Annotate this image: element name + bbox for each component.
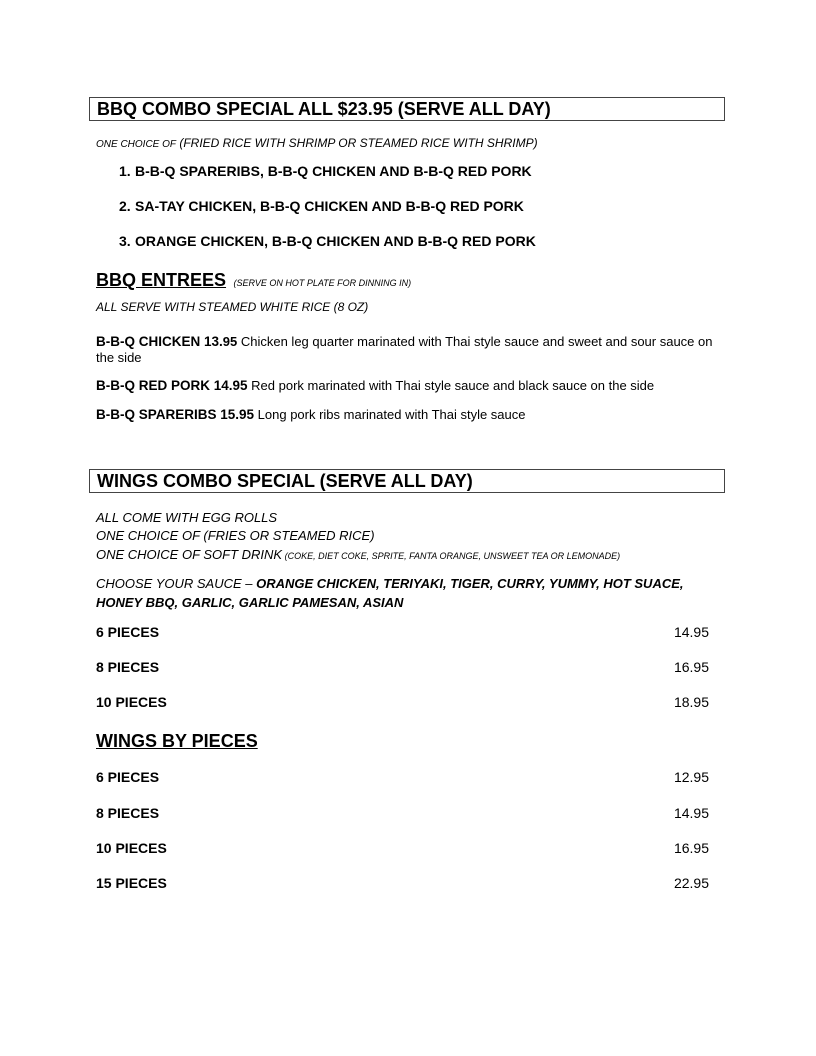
wings-combo-row bbox=[96, 694, 709, 712]
wings-by-pieces-row bbox=[96, 840, 709, 858]
wings-combo-row-label: 8 PIECES bbox=[96, 659, 160, 675]
bbq-combo-choice-prefix: ONE CHOICE OF bbox=[96, 139, 177, 150]
wings-combo-heading: WINGS COMBO SPECIAL (SERVE ALL DAY) bbox=[89, 469, 725, 493]
bbq-combo-choice bbox=[96, 134, 538, 152]
bbq-entrees-heading: BBQ ENTREES bbox=[96, 270, 227, 290]
bbq-combo-item-3 bbox=[119, 233, 536, 249]
entree-bbq-red-pork-desc: Red pork marinated with Thai style sauce and black sauce on the side bbox=[247, 378, 655, 393]
bbq-entrees-subnote: ALL SERVE WITH STEAMED WHITE RICE (8 OZ) bbox=[96, 300, 369, 314]
wings-by-pieces-row bbox=[96, 805, 709, 823]
bbq-entrees-title bbox=[96, 270, 411, 291]
wings-combo-row-price: 14.95 bbox=[673, 624, 709, 640]
wings-combo-row-label: 10 PIECES bbox=[96, 694, 167, 710]
entree-bbq-spareribs-name: B-B-Q SPARERIBS 15.95 bbox=[96, 407, 255, 422]
bbq-combo-heading: BBQ COMBO SPECIAL ALL $23.95 (SERVE ALL DAY) bbox=[89, 97, 725, 121]
wings-combo-row-price: 16.95 bbox=[673, 659, 709, 675]
entree-bbq-spareribs-desc: Long pork ribs marinated with Thai style sauce bbox=[254, 407, 526, 422]
entree-bbq-red-pork-name: B-B-Q RED PORK 14.95 bbox=[96, 378, 248, 393]
wings-by-pieces-row-price: 22.95 bbox=[673, 875, 709, 891]
wings-by-pieces-heading: WINGS BY PIECES bbox=[96, 731, 258, 751]
bbq-combo-item-3-num: 3. bbox=[119, 233, 131, 249]
wings-combo-drink-prefix: ONE CHOICE OF SOFT DRINK bbox=[96, 547, 283, 562]
wings-by-pieces-row-label: 6 PIECES bbox=[96, 769, 160, 785]
wings-by-pieces-row bbox=[96, 875, 709, 893]
bbq-combo-item-1-num: 1. bbox=[119, 163, 131, 179]
wings-combo-row-label: 6 PIECES bbox=[96, 624, 160, 640]
bbq-entrees-note: (SERVE ON HOT PLATE FOR DINNING IN) bbox=[233, 278, 412, 288]
bbq-combo-item-2-num: 2. bbox=[119, 198, 131, 214]
wings-combo-row-price: 18.95 bbox=[673, 694, 709, 710]
wings-by-pieces-row-label: 15 PIECES bbox=[96, 875, 167, 891]
wings-by-pieces-row-label: 10 PIECES bbox=[96, 840, 167, 856]
bbq-combo-item-3-text: ORANGE CHICKEN, B-B-Q CHICKEN AND B-B-Q RED PORK bbox=[135, 233, 536, 249]
entree-bbq-red-pork bbox=[96, 378, 726, 394]
wings-by-pieces-row-price: 14.95 bbox=[673, 805, 709, 821]
bbq-combo-choice-text: (FRIED RICE WITH SHRIMP OR STEAMED RICE WITH SHRIMP) bbox=[176, 136, 538, 150]
entree-bbq-spareribs bbox=[96, 407, 726, 423]
bbq-combo-item-2-text: SA-TAY CHICKEN, B-B-Q CHICKEN AND B-B-Q RED PORK bbox=[135, 198, 524, 214]
wings-combo-sauce-prefix: CHOOSE YOUR SAUCE – bbox=[96, 576, 257, 591]
entree-bbq-chicken bbox=[96, 334, 726, 366]
entree-bbq-chicken-name: B-B-Q CHICKEN 13. bbox=[96, 334, 223, 349]
bbq-combo-item-1-text: B-B-Q SPARERIBS, B-B-Q CHICKEN AND B-B-Q RED PORK bbox=[135, 163, 532, 179]
wings-combo-drink-note: (COKE, DIET COKE, SPRITE, FANTA ORANGE, UNSWEET TEA OR LEMONADE) bbox=[282, 551, 621, 561]
wings-combo-sauce bbox=[96, 574, 726, 612]
wings-combo-row bbox=[96, 624, 709, 642]
bbq-combo-item-2 bbox=[119, 198, 524, 214]
wings-by-pieces-row-price: 12.95 bbox=[673, 769, 709, 785]
wings-combo-line1: ALL COME WITH EGG ROLLS bbox=[96, 510, 278, 525]
wings-combo-line2: ONE CHOICE OF (FRIES OR STEAMED RICE) bbox=[96, 528, 375, 543]
wings-combo-line3 bbox=[96, 546, 620, 564]
wings-combo-row bbox=[96, 659, 709, 677]
wings-by-pieces-row-label: 8 PIECES bbox=[96, 805, 160, 821]
bbq-combo-item-1 bbox=[119, 163, 532, 179]
wings-by-pieces-row bbox=[96, 769, 709, 787]
wings-by-pieces-row-price: 16.95 bbox=[673, 840, 709, 856]
entree-bbq-chicken-desc: Chicken leg quarter marinated with Thai style sauce and sweet and sour sauce on the side bbox=[96, 334, 713, 365]
entree-bbq-chicken-price: 95 bbox=[222, 334, 238, 349]
wings-combo-sauce-list: ORANGE CHICKEN, TERIYAKI, TIGER, CURRY, YUMMY, HOT SUACE, HONEY BBQ, GARLIC, GARLIC PAMESAN, ASIAN bbox=[96, 576, 684, 610]
